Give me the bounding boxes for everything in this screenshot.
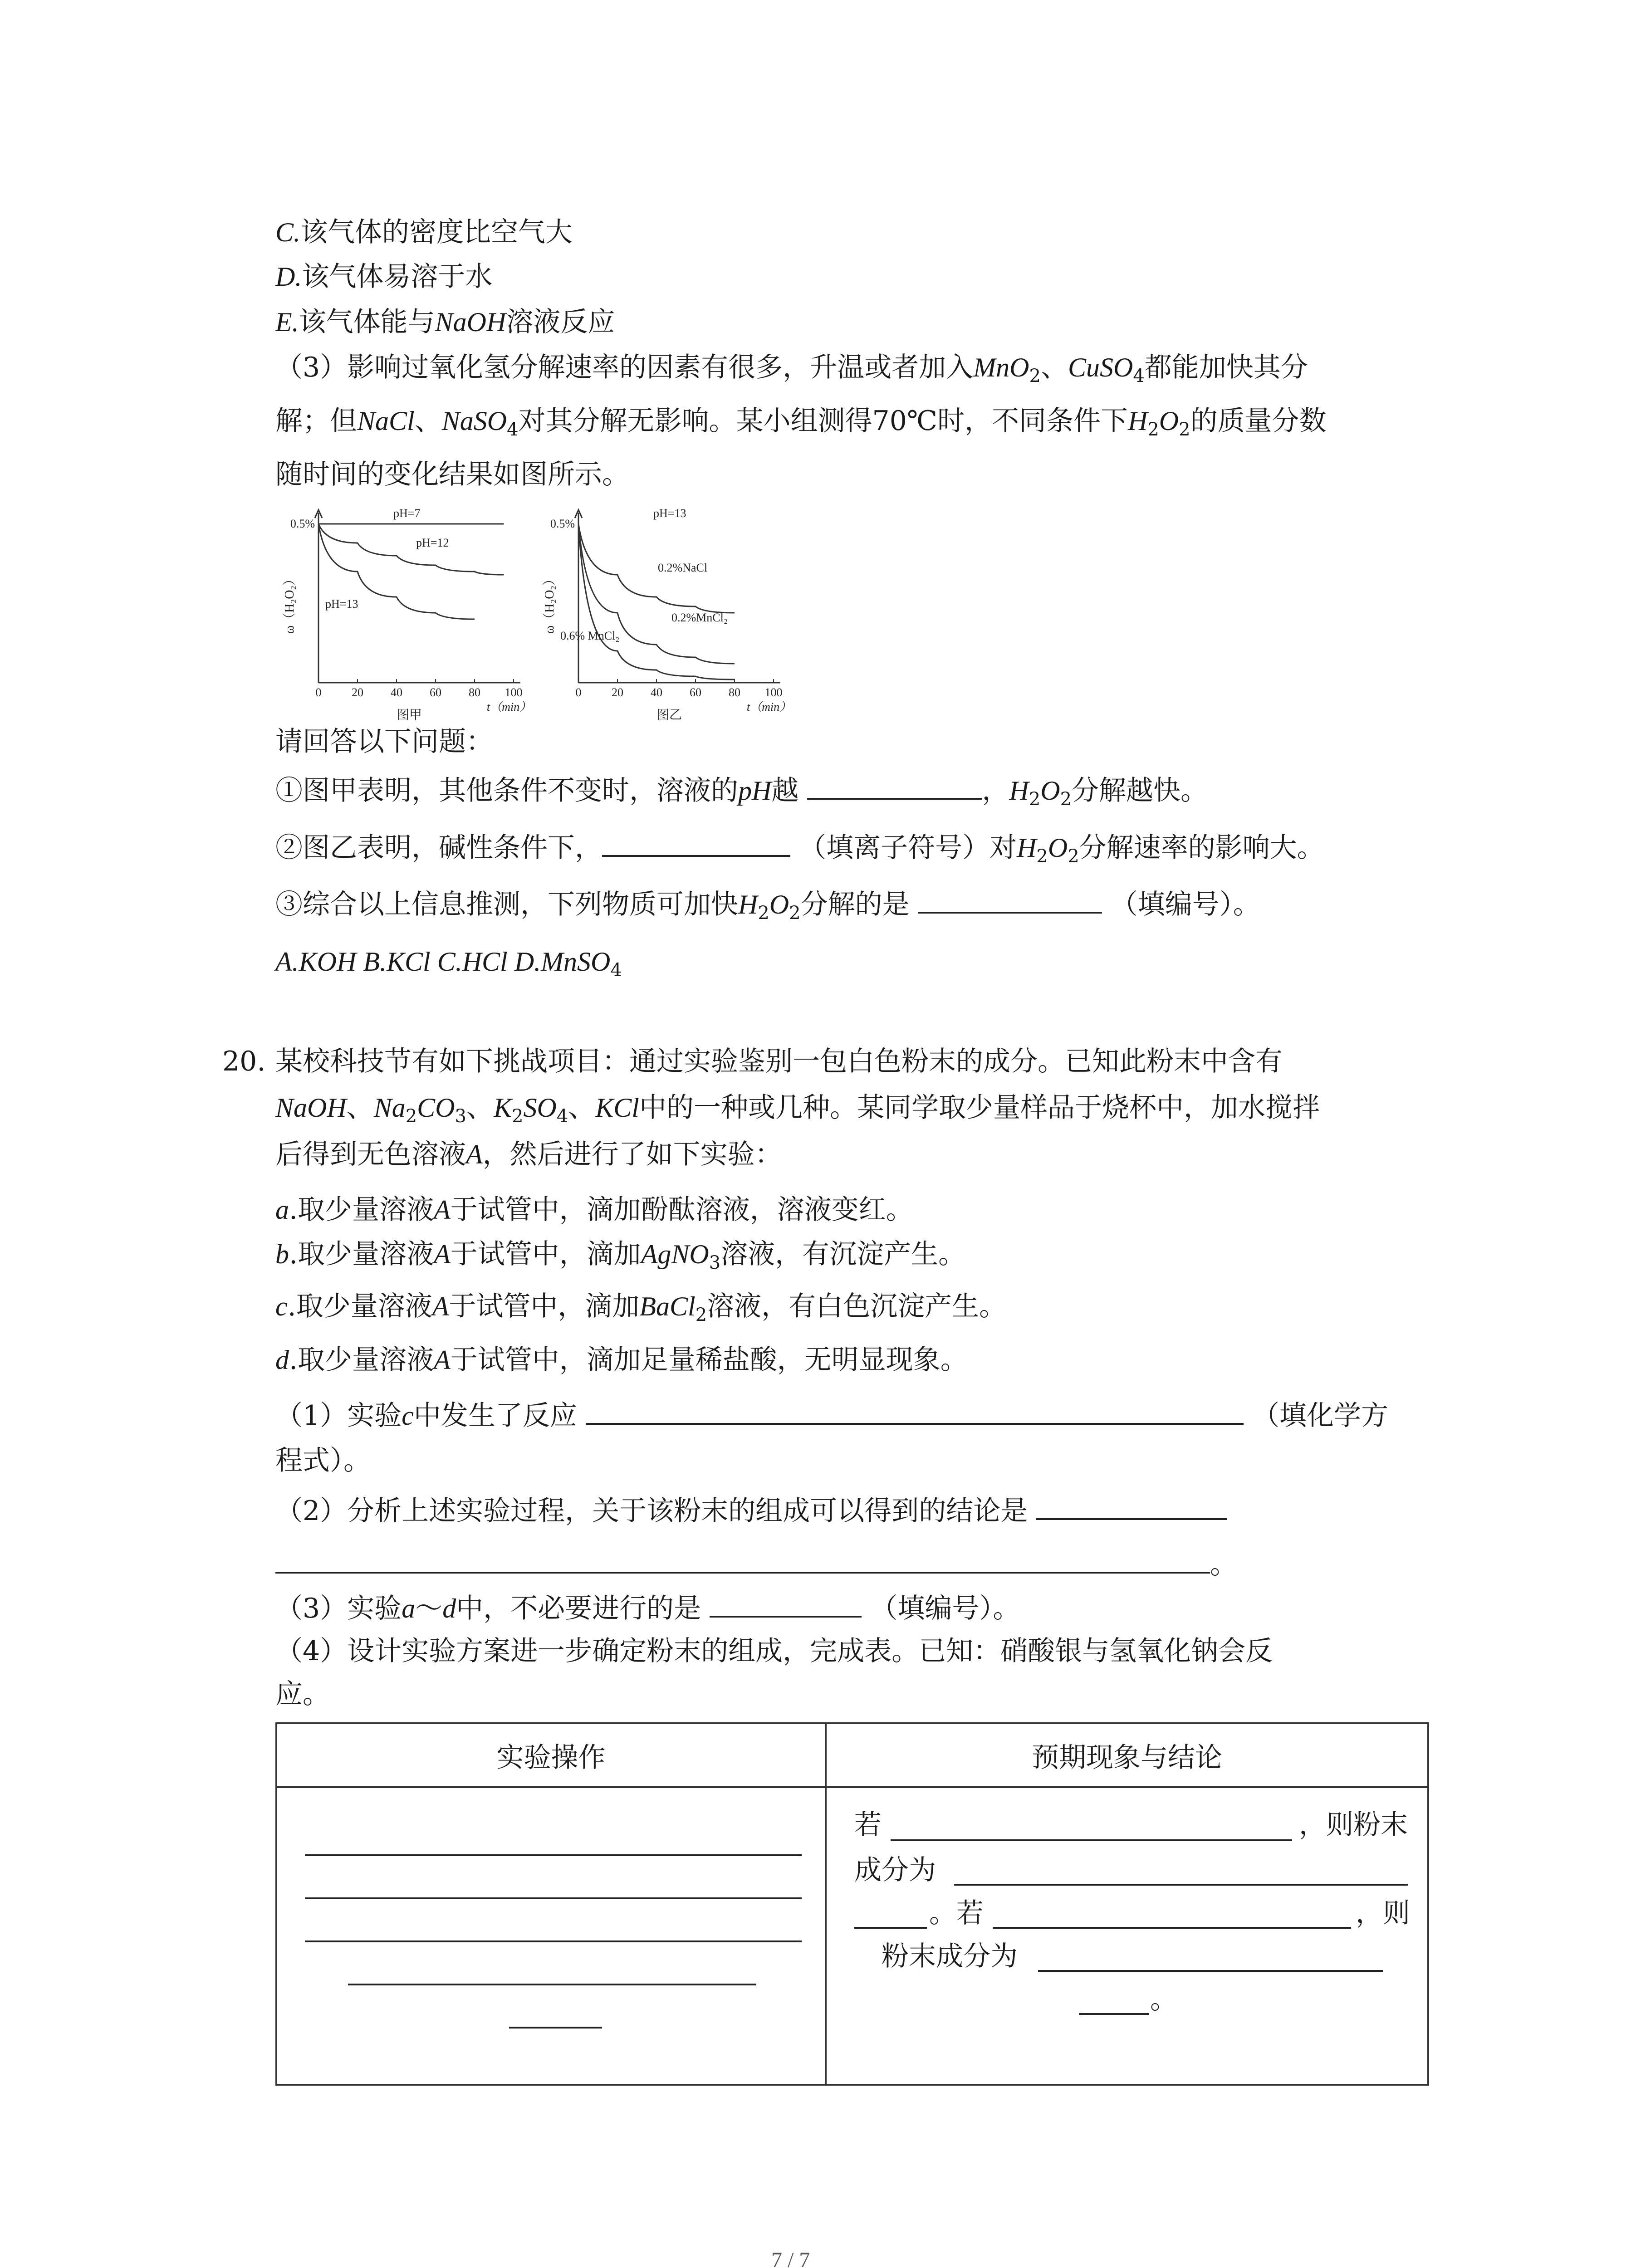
operation-line-3[interactable] xyxy=(305,1941,802,1942)
series-label: 0.2%NaCl xyxy=(658,561,708,574)
operation-line-2[interactable] xyxy=(305,1897,802,1899)
x-axis-label: t（min） xyxy=(746,700,792,714)
answer-blank-conclusion-2[interactable] xyxy=(275,1544,1210,1574)
option-d: D.该气体易溶于水 xyxy=(275,261,493,293)
chart-yi xyxy=(535,503,794,721)
q20-part1: （1）实验c中发生了反应 （填化学方 xyxy=(275,1395,1388,1434)
sub-question-3: ③综合以上信息推测，下列物质可加快$H_2O_2$分解的是 （填编号）。 xyxy=(275,884,1260,931)
chart-title: 图乙 xyxy=(656,708,682,721)
series-label: 0.6% MnCl₂ xyxy=(560,629,620,642)
x-tick-label: 40 xyxy=(391,686,402,699)
series-line xyxy=(578,524,735,613)
x-tick-label: 20 xyxy=(352,686,363,699)
chart-jia xyxy=(275,503,534,721)
q20-part4: （4）设计实验方案进一步确定粉末的组成，完成表。已知：硝酸银与氢氧化钠会反 xyxy=(275,1635,1273,1667)
part3-line3: 随时间的变化结果如图所示。 xyxy=(275,459,629,490)
phenomenon-blank-2[interactable] xyxy=(993,1927,1351,1929)
operation-line-1[interactable] xyxy=(305,1854,802,1856)
series-label: pH=12 xyxy=(416,536,449,549)
x-tick-label: 0 xyxy=(315,686,322,699)
conclusion-cell[interactable]: 若 ，则粉末 成分为 。若 ，则 粉末成分为 。 xyxy=(826,1787,1428,2085)
series-line xyxy=(578,524,735,664)
experiment-design-table xyxy=(275,1722,1429,2086)
q20-part2-cont: 。 xyxy=(275,1544,1237,1583)
composition-blank-1[interactable] xyxy=(954,1884,1408,1886)
option-e: E.该气体能与NaOH溶液反应 xyxy=(275,306,615,338)
series-label: pH=13 xyxy=(325,597,358,611)
x-axis-label: t（min） xyxy=(486,700,532,714)
x-tick-label: 100 xyxy=(764,686,783,699)
x-tick-label: 80 xyxy=(729,686,740,699)
series-line xyxy=(318,524,504,575)
q20-part4-cont: 应。 xyxy=(275,1678,330,1710)
x-tick-label: 0 xyxy=(575,686,582,699)
experiment-d: d.取少量溶液A于试管中，滴加足量稀盐酸，无明显现象。 xyxy=(275,1344,968,1376)
series-label: pH=7 xyxy=(393,507,421,520)
answer-blank-equation[interactable] xyxy=(586,1395,1244,1425)
operation-cell[interactable] xyxy=(276,1787,826,2085)
question-prompt: 请回答以下问题： xyxy=(275,726,493,758)
option-c: C.该气体的密度比空气大 xyxy=(275,216,573,248)
operation-line-5[interactable] xyxy=(509,2027,602,2028)
answer-blank-unnecessary[interactable] xyxy=(710,1588,862,1618)
x-tick-label: 20 xyxy=(612,686,623,699)
q20-part1-cont: 程式）。 xyxy=(275,1445,371,1476)
experiment-a: a.取少量溶液A于试管中，滴加酚酞溶液，溶液变红。 xyxy=(275,1194,913,1226)
x-tick-label: 40 xyxy=(651,686,662,699)
q20-line1: 某校科技节有如下挑战项目：通过实验鉴别一包白色粉末的成分。已知此粉末中含有 xyxy=(275,1046,1283,1077)
series-label: 0.2%MnCl₂ xyxy=(671,611,728,624)
y-tick-label: 0.5% xyxy=(550,517,575,530)
x-tick-label: 60 xyxy=(690,686,701,699)
part3-line1: （3）影响过氧化氢分解速率的因素有很多，升温或者加入MnO$_2$、CuSO$_4$都能加快其分 xyxy=(275,352,1308,386)
sub-question-1: ①图甲表明，其他条件不变时，溶液的pH越 ，$H_2O_2$分解越快。 xyxy=(275,770,1208,817)
part3-line2: 解；但NaCl、NaSO$_4$对其分解无影响。某小组测得70℃时，不同条件下$H_2O_2$的质量分数 xyxy=(275,405,1327,440)
sub-question-2: ②图乙表明，碱性条件下， （填离子符号）对$H_2O_2$分解速率的影响大。 xyxy=(275,827,1324,875)
q20-line3: 后得到无色溶液A，然后进行了如下实验： xyxy=(275,1139,782,1170)
y-tick-label: 0.5% xyxy=(290,517,315,530)
answer-blank-3[interactable] xyxy=(918,884,1102,914)
phenomenon-blank-1[interactable] xyxy=(891,1839,1292,1841)
composition-blank-1-cont[interactable] xyxy=(854,1927,927,1929)
answer-blank-conclusion-1[interactable] xyxy=(1036,1490,1227,1520)
operation-line-4[interactable] xyxy=(348,1984,756,1985)
table-header-conclusion: 预期现象与结论 xyxy=(826,1723,1428,1787)
experiment-c: c.取少量溶液A于试管中，滴加BaCl$_2$溶液，有白色沉淀产生。 xyxy=(275,1290,1007,1325)
chart-title: 图甲 xyxy=(396,708,422,721)
answer-blank-2[interactable] xyxy=(602,827,790,857)
experiment-b: b.取少量溶液A于试管中，滴加AgNO$_3$溶液，有沉淀产生。 xyxy=(275,1238,966,1273)
composition-blank-2-cont[interactable] xyxy=(1079,2013,1149,2015)
y-axis-label: ω（H₂O₂） xyxy=(543,572,557,634)
composition-blank-2[interactable] xyxy=(1038,1970,1383,1972)
table-header-operation: 实验操作 xyxy=(276,1723,826,1787)
q20-number: 20. xyxy=(222,1046,266,1077)
chart-annotation: pH=13 xyxy=(653,507,686,520)
x-tick-label: 80 xyxy=(469,686,480,699)
page-number: 7 / 7 xyxy=(771,2248,810,2268)
y-axis-label: ω（H₂O₂） xyxy=(283,572,297,634)
q20-part3: （3）实验a～d中，不必要进行的是 （填编号）。 xyxy=(275,1588,1020,1627)
series-line xyxy=(578,524,735,679)
choice-list: A.KOH B.KCl C.HCl D.MnSO$_4$ xyxy=(275,947,622,981)
x-tick-label: 60 xyxy=(430,686,441,699)
x-tick-label: 100 xyxy=(505,686,523,699)
answer-blank-1[interactable] xyxy=(807,770,982,800)
q20-line2: NaOH、$Na_2CO_3$、$K_2SO_4$、KCl中的一种或几种。某同学取少量样品于烧杯中，加水搅拌 xyxy=(275,1092,1320,1127)
q20-part2: （2）分析上述实验过程，关于该粉末的组成可以得到的结论是 xyxy=(275,1490,1227,1529)
